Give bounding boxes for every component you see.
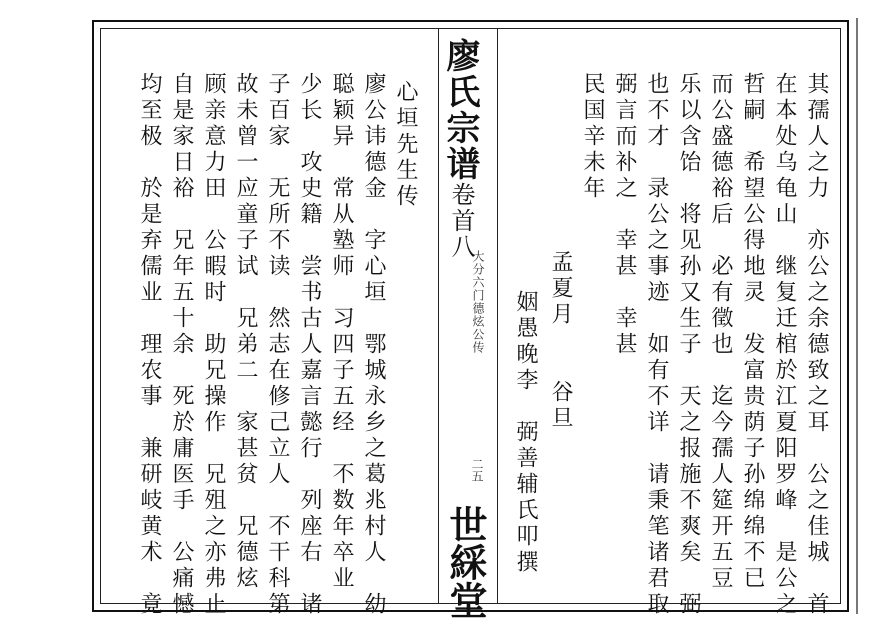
left-column-8: 均至极 於是弃儒业 理农事 兼研岐黄术 竟	[137, 72, 162, 618]
right-column-2: 在本处乌龟山 继复迁棺於江夏阳罗峰 是公之	[772, 72, 797, 618]
right-column-6: 也不才 录公之事迹 如有不详 请秉笔诸君取	[644, 72, 669, 618]
right-column-4: 而公盛德裕后 必有徵也 迄今孺人筵开五豆	[708, 72, 733, 592]
left-column-6: 顾亲意力田 公暇时 助兄操作 兄殂之亦弗止	[201, 72, 226, 618]
left-column-2: 聪颖异 常从塾师 习四子五经 不数年卒业	[329, 72, 354, 592]
right-column-5: 乐以含饴 将见孙又生子 天之报施不爽矣 弼	[676, 72, 701, 618]
left-column-5: 故未曾一应童子试 兄弟二 家甚贫 兄德炫	[233, 72, 258, 592]
scan-edge-line	[856, 18, 858, 614]
right-column-7: 弼言而补之 幸甚 幸甚	[612, 72, 637, 358]
handwritten-note: 大分六门德炫公传	[471, 250, 485, 354]
right-column-3: 哲嗣 希望公得地灵 发富贵荫子孙绵绵不已	[740, 72, 765, 592]
volume-label: 卷首八	[447, 182, 475, 260]
left-column-3: 少长 攻史籍 尝书古人嘉言懿行 列座右 诸	[297, 72, 322, 618]
center-divider-left	[438, 28, 439, 604]
book-title: 廖氏宗谱	[440, 38, 480, 182]
right-column-9: 孟夏月 谷旦	[548, 250, 573, 432]
right-column-1: 其孺人之力 亦公之余德致之耳 公之佳城 首	[804, 72, 829, 618]
right-column-10: 姻愚晚李 弼善辅氏叩撰	[513, 290, 538, 576]
left-column-1: 廖公讳德金 字心垣 鄂城永乡之葛兆村人 幼	[361, 72, 386, 618]
right-column-8: 民国辛未年	[580, 72, 605, 202]
page-number: 二五	[470, 458, 484, 482]
left-column-heading: 心垣先生传	[393, 80, 418, 210]
center-divider-right	[497, 28, 498, 604]
hall-name: 世綵堂	[443, 505, 488, 619]
left-column-7: 自是家日裕 兄年五十余 死於庸医手 公痛憾	[169, 72, 194, 618]
left-column-4: 子百家 无所不读 然志在修己立人 不干科第	[265, 72, 290, 618]
